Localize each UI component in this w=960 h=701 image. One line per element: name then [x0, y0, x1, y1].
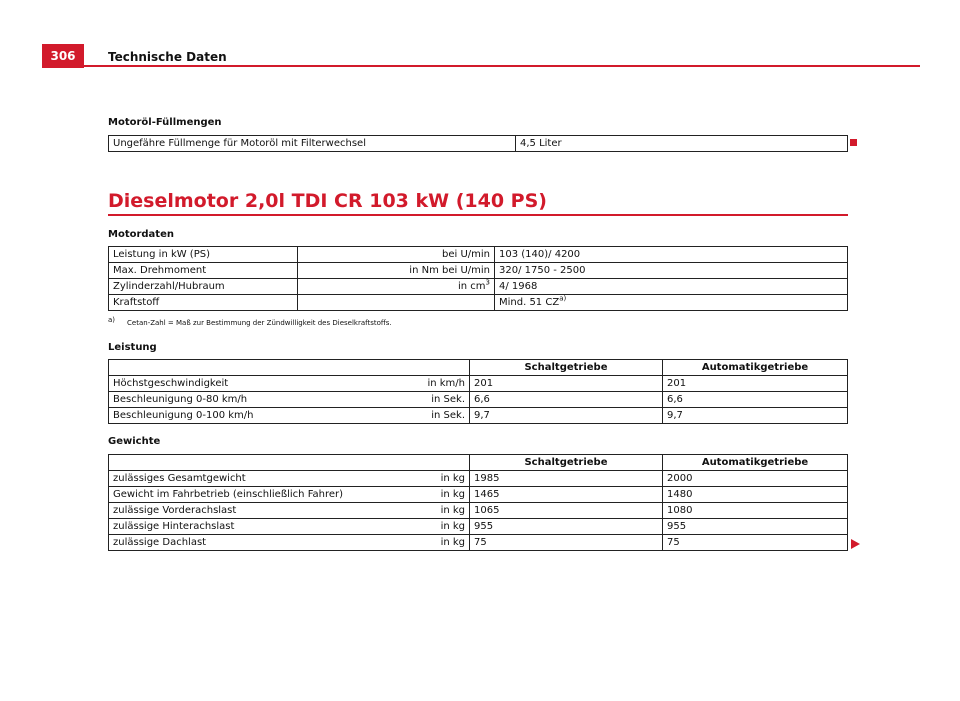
table-header-row — [109, 360, 848, 376]
row-unit: in kg — [407, 519, 470, 535]
unit-superscript: 3 — [485, 278, 490, 287]
header-rule — [84, 65, 920, 67]
table-row — [109, 408, 848, 424]
table-row — [109, 535, 848, 551]
row-unit: in kg — [407, 535, 470, 551]
row-value: 103 (140)/ 4200 — [495, 247, 848, 263]
row-value: 955 — [470, 519, 663, 535]
row-value: 201 — [663, 376, 848, 392]
row-label: Zylinderzahl/Hubraum — [109, 279, 298, 295]
row-value: 75 — [470, 535, 663, 551]
row-label: Beschleunigung 0-80 km/h — [109, 392, 358, 408]
value-text: Mind. 51 CZ — [499, 297, 560, 308]
row-label: zulässige Vorderachslast — [109, 503, 408, 519]
row-value: 6,6 — [470, 392, 663, 408]
column-header: Automatikgetriebe — [663, 360, 848, 376]
row-label: zulässige Dachlast — [109, 535, 408, 551]
table-row — [109, 487, 848, 503]
table-row — [109, 263, 848, 279]
empty-header-cell — [109, 455, 470, 471]
section-title: Dieselmotor 2,0l TDI CR 103 kW (140 PS) — [108, 190, 547, 212]
page-header-title: Technische Daten — [108, 50, 227, 64]
row-value: 75 — [663, 535, 848, 551]
leistung-heading: Leistung — [108, 342, 157, 353]
table-row — [109, 392, 848, 408]
table-header-row — [109, 455, 848, 471]
oil-table — [108, 135, 848, 152]
table-row — [109, 519, 848, 535]
table-row — [109, 471, 848, 487]
row-unit: in Sek. — [357, 408, 470, 424]
row-value: 1985 — [470, 471, 663, 487]
row-label: Kraftstoff — [109, 295, 298, 311]
section-end-marker — [850, 139, 857, 146]
row-unit: in kg — [407, 487, 470, 503]
row-label: Gewicht im Fahrbetrieb (einschließlich Fahrer) — [109, 487, 408, 503]
row-value — [495, 295, 848, 311]
row-unit: bei U/min — [298, 247, 495, 263]
footnote-mark: a) — [108, 316, 116, 324]
row-value: 1065 — [470, 503, 663, 519]
gewichte-table — [108, 454, 848, 551]
oil-heading: Motoröl-Füllmengen — [108, 117, 222, 128]
row-unit: in kg — [407, 471, 470, 487]
column-header: Schaltgetriebe — [470, 455, 663, 471]
gewichte-heading: Gewichte — [108, 436, 161, 447]
row-label: Beschleunigung 0-100 km/h — [109, 408, 358, 424]
oil-value: 4,5 Liter — [516, 136, 848, 152]
row-value: 6,6 — [663, 392, 848, 408]
motordaten-heading: Motordaten — [108, 229, 174, 240]
page-number: 306 — [42, 44, 84, 68]
row-unit: in Nm bei U/min — [298, 263, 495, 279]
table-row — [109, 503, 848, 519]
row-unit: in Sek. — [357, 392, 470, 408]
row-label: zulässiges Gesamtgewicht — [109, 471, 408, 487]
row-value: 201 — [470, 376, 663, 392]
row-value: 4/ 1968 — [495, 279, 848, 295]
table-row — [109, 279, 848, 295]
row-value: 955 — [663, 519, 848, 535]
table-row — [109, 376, 848, 392]
row-value: 1480 — [663, 487, 848, 503]
row-value: 1465 — [470, 487, 663, 503]
row-label: Leistung in kW (PS) — [109, 247, 298, 263]
row-label: Höchstgeschwindigkeit — [109, 376, 358, 392]
empty-header-cell — [109, 360, 470, 376]
column-header: Automatikgetriebe — [663, 455, 848, 471]
table-row — [109, 295, 848, 311]
oil-label: Ungefähre Füllmenge für Motoröl mit Filterwechsel — [109, 136, 516, 152]
column-header: Schaltgetriebe — [470, 360, 663, 376]
row-value: 1080 — [663, 503, 848, 519]
row-value: 320/ 1750 - 2500 — [495, 263, 848, 279]
table-row — [109, 136, 848, 152]
row-unit: in km/h — [357, 376, 470, 392]
footnote-text: Cetan-Zahl = Maß zur Bestimmung der Zündwilligkeit des Dieselkraftstoffs. — [127, 319, 392, 327]
table-row — [109, 247, 848, 263]
unit-text: in cm — [457, 281, 486, 292]
leistung-table — [108, 359, 848, 424]
footnote — [108, 316, 392, 327]
row-label: zulässige Hinterachslast — [109, 519, 408, 535]
row-value: 9,7 — [470, 408, 663, 424]
row-unit — [298, 279, 495, 295]
motordaten-table — [108, 246, 848, 311]
row-value: 2000 — [663, 471, 848, 487]
row-unit — [298, 295, 495, 311]
row-unit: in kg — [407, 503, 470, 519]
continue-arrow-icon — [851, 539, 860, 549]
row-label: Max. Drehmoment — [109, 263, 298, 279]
section-title-rule — [108, 214, 848, 216]
footnote-ref: a) — [559, 294, 567, 303]
row-value: 9,7 — [663, 408, 848, 424]
